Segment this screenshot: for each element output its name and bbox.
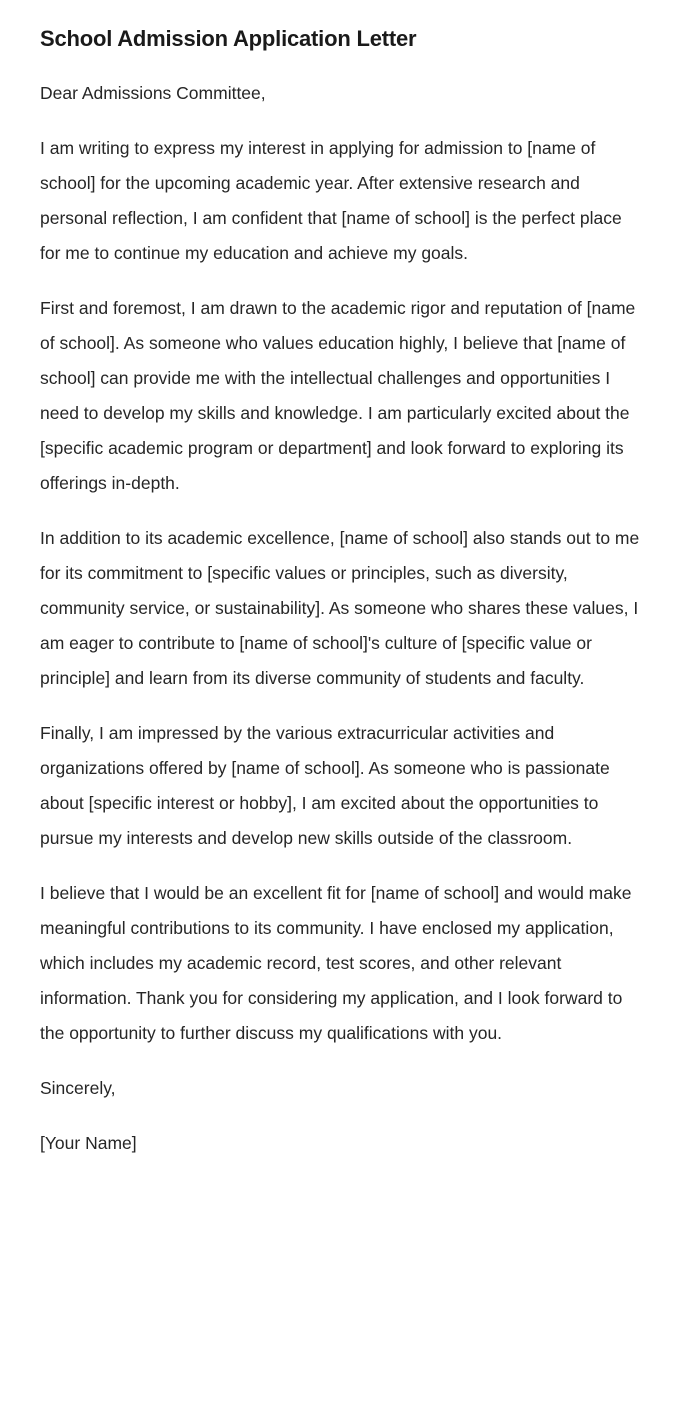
letter-paragraph-3: In addition to its academic excellence, [name of school] also stands out to me for its commitment to [specific values or principles, such as diversity, community service, or sustainability]. As someone who shares these values, I am eager to contribute to [name of school]'s culture of [specific value or principle] and learn from its diverse community of students and faculty.: [40, 528, 640, 688]
letter-salutation: Dear Admissions Committee,: [40, 83, 266, 103]
letter-paragraph-5: I believe that I would be an excellent fit for [name of school] and would make meaningful contributions to its community. I have enclosed my application, which includes my academic record, test scores, and other relevant information. Thank you for considering my application, and I look forward to the opportunity to further discuss my qualifications with you.: [40, 883, 632, 1043]
page-title: School Admission Application Letter: [40, 26, 417, 51]
letter-paragraph-1: I am writing to express my interest in applying for admission to [name of school] for the upcoming academic year. After extensive research and personal reflection, I am confident that [name of school] is the perfect place for me to continue my education and achieve my goals.: [40, 138, 622, 263]
letter-closing: Sincerely,: [40, 1078, 116, 1098]
letter-paragraph-2: First and foremost, I am drawn to the academic rigor and reputation of [name of school]. As someone who values education highly, I believe that [name of school] can provide me with the intellectual challenges and opportunities I need to develop my skills and knowledge. I am particularly excited about the [specific academic program or department] and look forward to exploring its offerings in-depth.: [40, 298, 636, 493]
letter-signature-placeholder: [Your Name]: [40, 1133, 137, 1153]
letter-paragraph-4: Finally, I am impressed by the various extracurricular activities and organizations offered by [name of school]. As someone who is passionate about [specific interest or hobby], I am excited about the opportunities to pursue my interests and develop new skills outside of the classroom.: [40, 723, 610, 848]
